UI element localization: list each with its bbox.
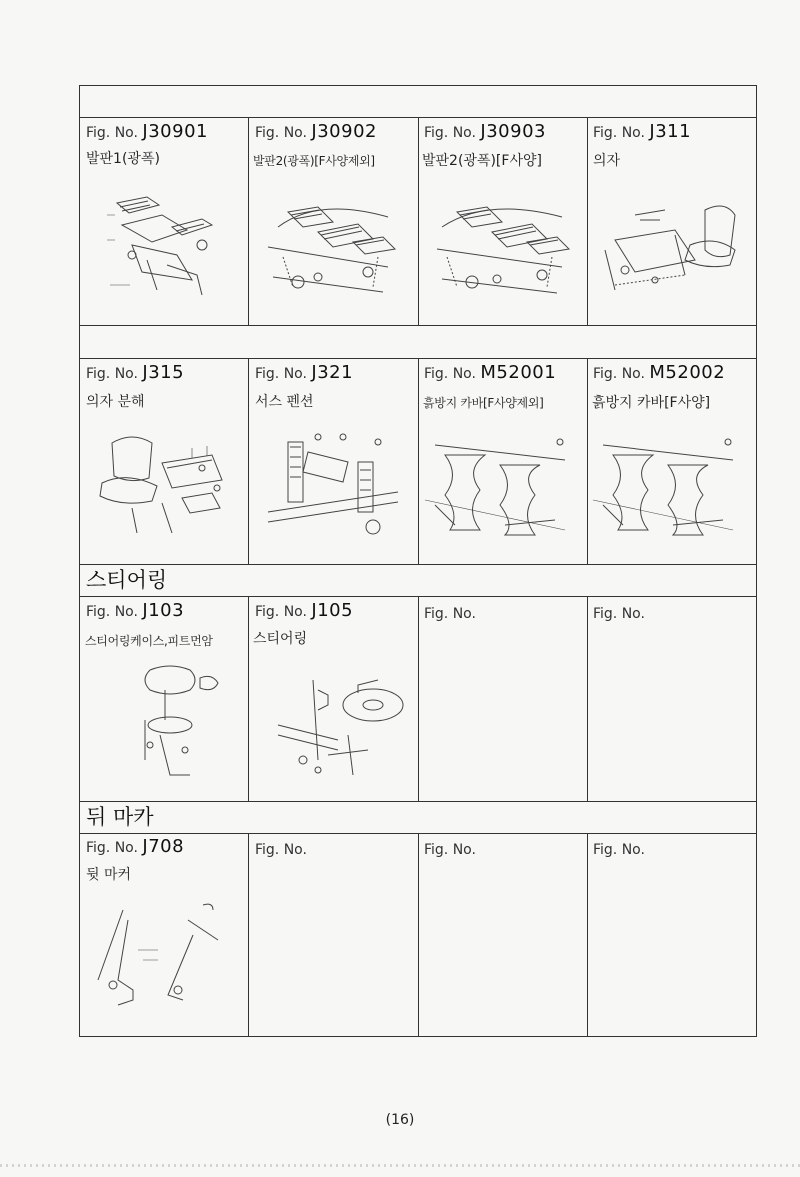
figure-title: 흙방지 카바[F사양제외] xyxy=(423,396,544,410)
figure-number[interactable] xyxy=(255,121,377,142)
exploded-diagram-thumbnail[interactable] xyxy=(425,430,575,545)
figure-number[interactable] xyxy=(255,362,353,383)
column-divider xyxy=(587,358,588,564)
fig-prefix: Fig. No. xyxy=(86,604,138,620)
figure-title: 뒷 마커 xyxy=(86,867,132,883)
exploded-diagram-thumbnail[interactable] xyxy=(258,665,408,785)
section-title-rear-marker: 뒤 마카 xyxy=(86,805,154,829)
column-divider xyxy=(248,117,249,325)
figure-number[interactable] xyxy=(424,362,556,383)
column-divider xyxy=(418,833,419,1037)
figure-code: J315 xyxy=(142,362,185,383)
figure-title: 발판1(광폭) xyxy=(86,151,160,167)
figure-number[interactable] xyxy=(255,838,307,859)
figure-title: 의자 xyxy=(593,153,621,169)
fig-prefix: Fig. No. xyxy=(593,842,645,858)
figure-number[interactable] xyxy=(86,362,184,383)
column-divider xyxy=(587,596,588,801)
scan-edge xyxy=(0,1164,800,1167)
figure-title: 의자 분해 xyxy=(86,394,145,410)
fig-prefix: Fig. No. xyxy=(86,840,138,856)
figure-code: J30901 xyxy=(142,121,208,142)
exploded-diagram-thumbnail[interactable] xyxy=(92,428,237,548)
figure-number[interactable] xyxy=(86,121,208,142)
fig-prefix: Fig. No. xyxy=(593,366,645,382)
fig-prefix: Fig. No. xyxy=(86,366,138,382)
fig-prefix: Fig. No. xyxy=(424,606,476,622)
fig-prefix: Fig. No. xyxy=(255,604,307,620)
fig-prefix: Fig. No. xyxy=(424,366,476,382)
figure-number[interactable] xyxy=(86,600,184,621)
figure-number[interactable] xyxy=(255,600,353,621)
fig-prefix: Fig. No. xyxy=(424,842,476,858)
figure-code: J321 xyxy=(311,362,354,383)
column-divider xyxy=(418,358,419,564)
figure-number[interactable] xyxy=(424,838,476,859)
figure-title: 스티어링케이스,피트먼암 xyxy=(85,634,213,648)
fig-prefix: Fig. No. xyxy=(255,125,307,141)
figure-title: 발판2(광폭)[F사양제외] xyxy=(253,154,375,168)
figure-code: J103 xyxy=(142,600,185,621)
fig-prefix: Fig. No. xyxy=(255,842,307,858)
column-divider xyxy=(587,833,588,1037)
exploded-diagram-thumbnail[interactable] xyxy=(427,187,577,307)
exploded-diagram-thumbnail[interactable] xyxy=(88,900,243,1015)
figure-number[interactable] xyxy=(593,602,645,623)
exploded-diagram-thumbnail[interactable] xyxy=(92,185,232,310)
figure-title: 스티어링 xyxy=(253,631,308,647)
fig-prefix: Fig. No. xyxy=(255,366,307,382)
fig-prefix: Fig. No. xyxy=(593,606,645,622)
exploded-diagram-thumbnail[interactable] xyxy=(593,430,743,545)
exploded-diagram-thumbnail[interactable] xyxy=(110,660,225,780)
page-number: (16) xyxy=(385,1112,415,1128)
exploded-diagram-thumbnail[interactable] xyxy=(595,190,745,305)
figure-code: J30902 xyxy=(311,121,377,142)
figure-number[interactable] xyxy=(593,121,691,142)
exploded-diagram-thumbnail[interactable] xyxy=(258,422,408,547)
figure-code: M52001 xyxy=(480,362,557,383)
figure-code: J311 xyxy=(649,121,692,142)
figure-code: J30903 xyxy=(480,121,546,142)
column-divider xyxy=(418,117,419,325)
fig-prefix: Fig. No. xyxy=(86,125,138,141)
figure-title: 흙방지 카바[F사양] xyxy=(592,395,711,411)
fig-prefix: Fig. No. xyxy=(424,125,476,141)
figure-number[interactable] xyxy=(424,602,476,623)
column-divider xyxy=(418,596,419,801)
section-title-steering: 스티어링 xyxy=(86,568,168,592)
figure-code: M52002 xyxy=(649,362,726,383)
fig-prefix: Fig. No. xyxy=(593,125,645,141)
figure-number[interactable] xyxy=(86,836,184,857)
figure-code: J105 xyxy=(311,600,354,621)
figure-number[interactable] xyxy=(593,362,725,383)
table-divider xyxy=(79,801,757,802)
figure-number[interactable] xyxy=(424,121,546,142)
figure-code: J708 xyxy=(142,836,185,857)
figure-title: 서스 펜션 xyxy=(255,394,314,410)
table-divider xyxy=(79,564,757,565)
column-divider xyxy=(587,117,588,325)
column-divider xyxy=(248,833,249,1037)
exploded-diagram-thumbnail[interactable] xyxy=(258,187,408,307)
figure-number[interactable] xyxy=(593,838,645,859)
column-divider xyxy=(248,596,249,801)
table-divider xyxy=(79,325,757,326)
figure-title: 발판2(광폭)[F사양] xyxy=(422,153,542,169)
column-divider xyxy=(248,358,249,564)
